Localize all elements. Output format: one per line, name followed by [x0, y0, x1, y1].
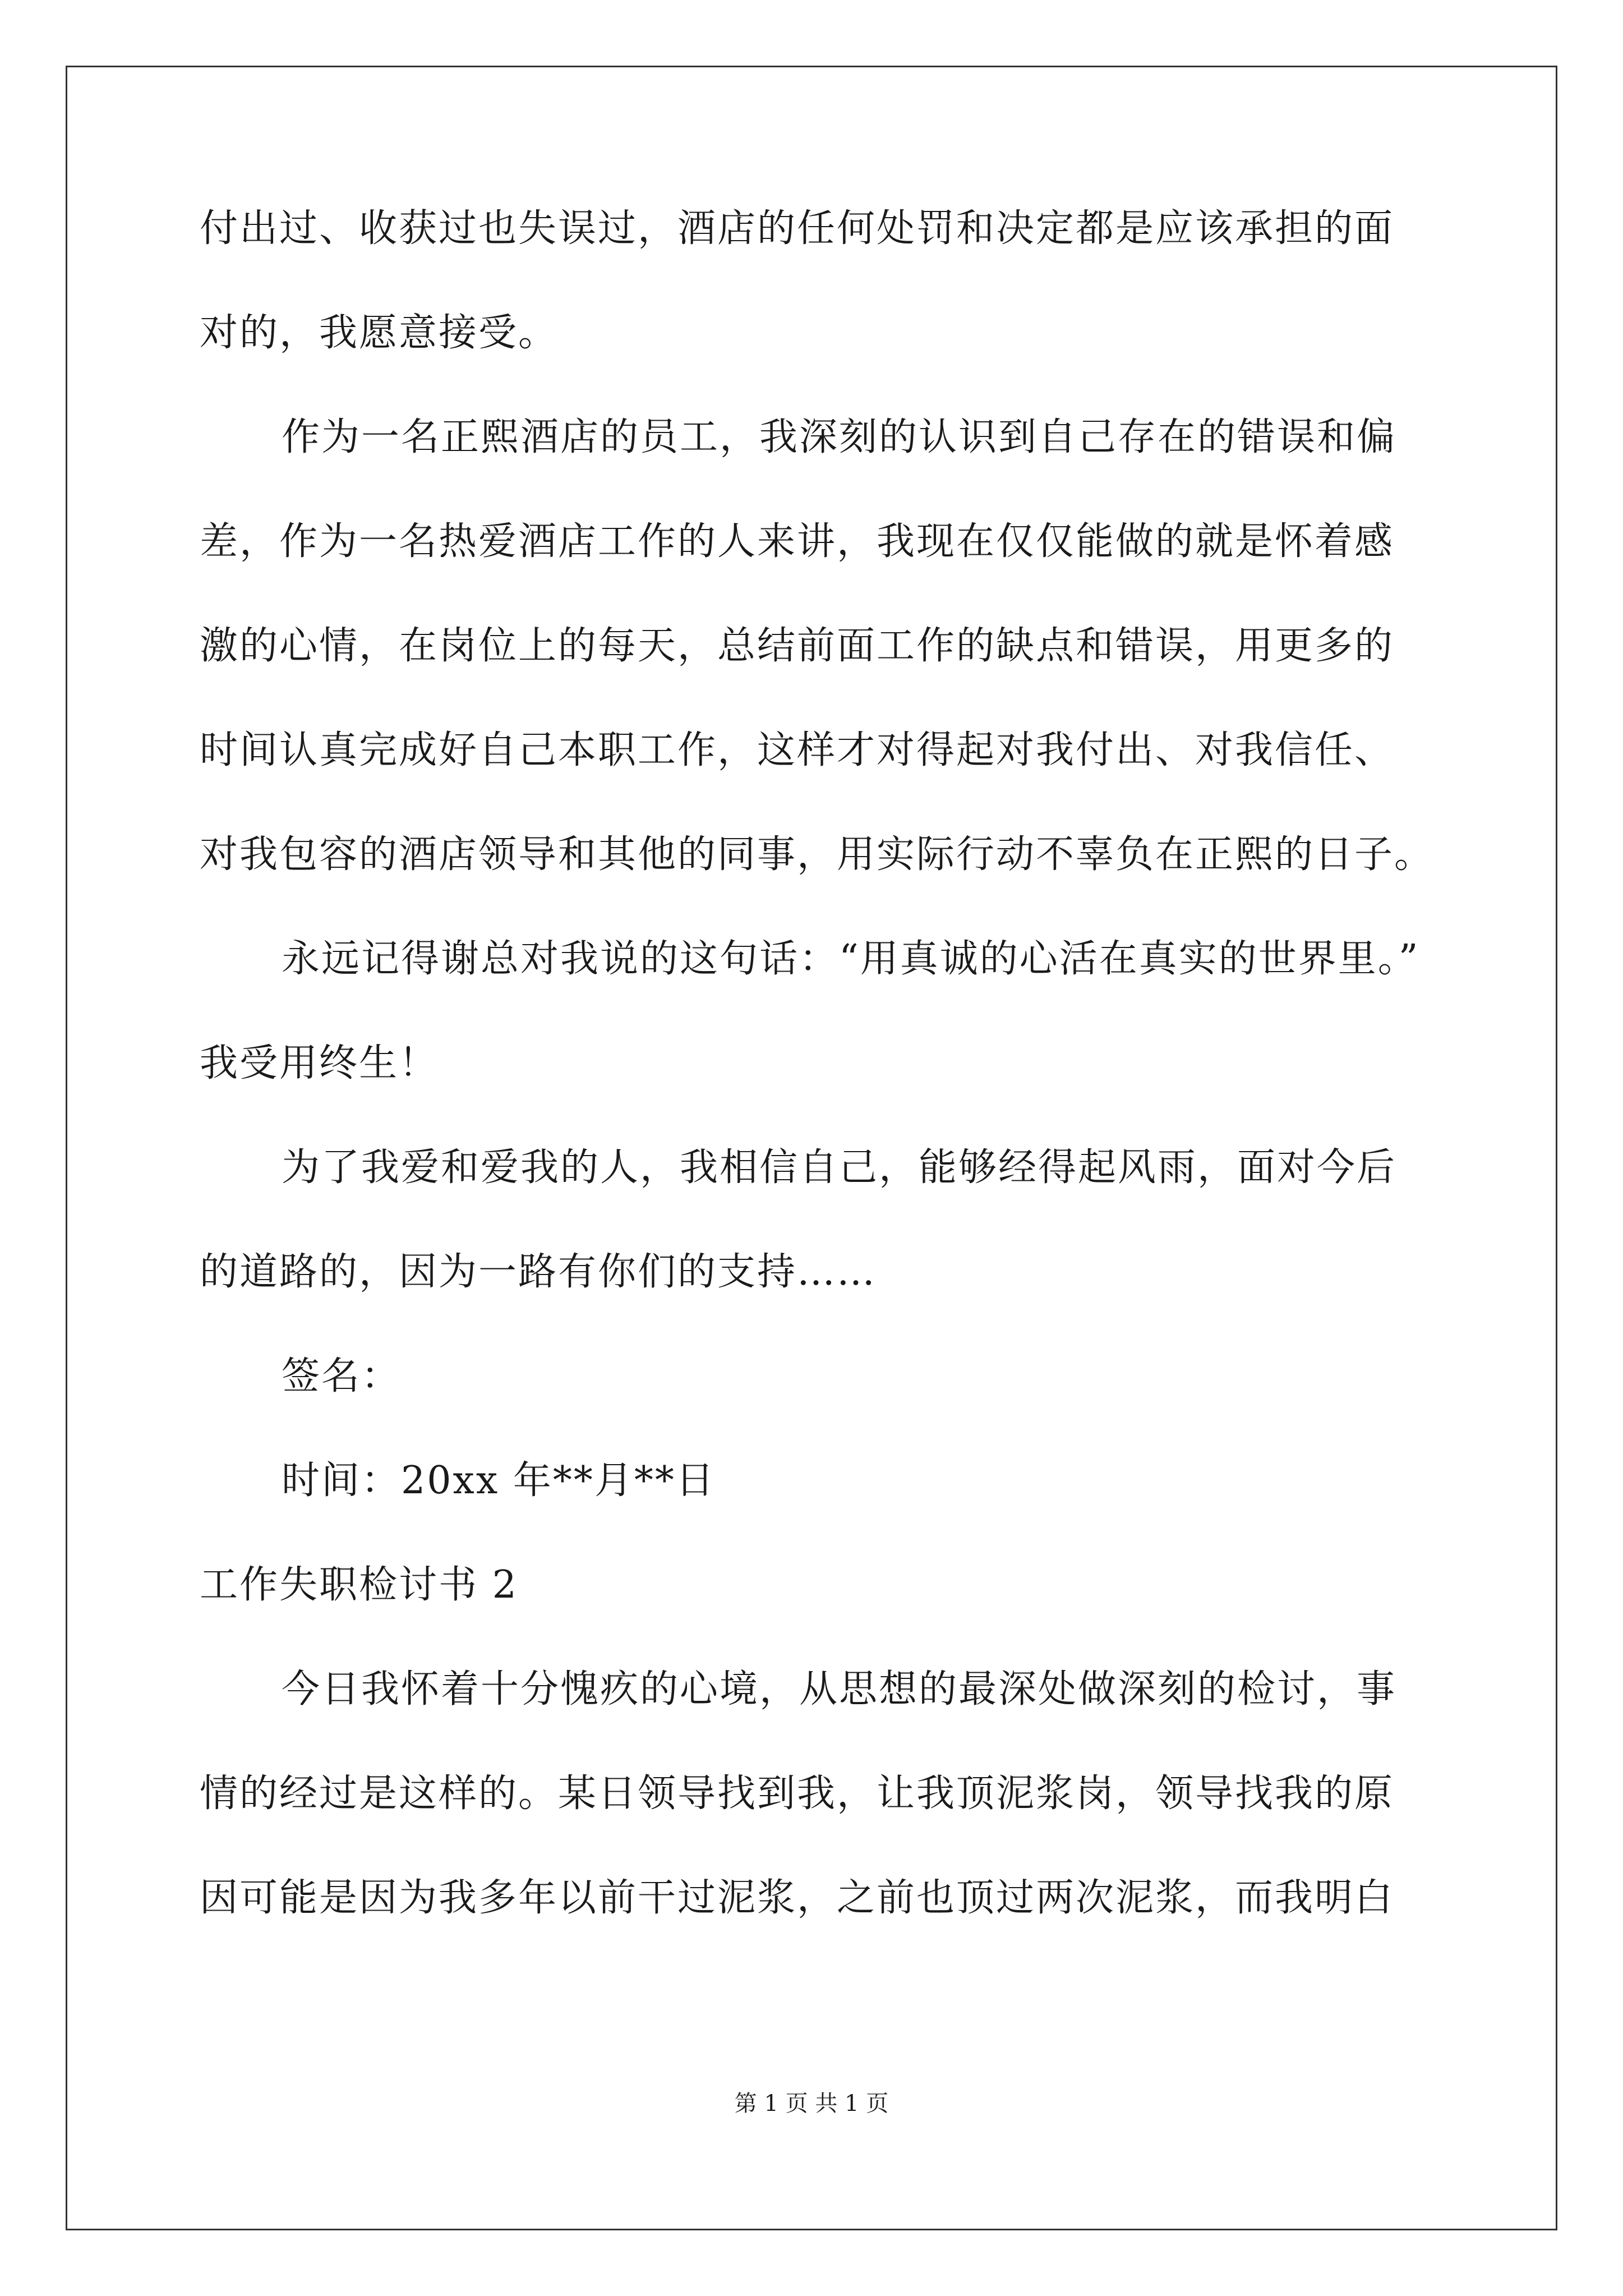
section-title: 工作失职检讨书 2	[200, 1563, 518, 1607]
paragraph-start: 今日我怀着十分愧疚的心境，从思想的最深处做深刻的检讨，事	[282, 1667, 1397, 1711]
text-line: 的道路的，因为一路有你们的支持……	[200, 1250, 877, 1294]
paragraph-start: 永远记得谢总对我说的这句话：“用真诚的心活在真实的世界里。”	[282, 937, 1420, 981]
paragraph-start: 为了我爱和爱我的人，我相信自己，能够经得起风雨，面对今后	[282, 1145, 1397, 1190]
paragraph-start: 作为一名正熙酒店的员工，我深刻的认识到自己存在的错误和偏	[282, 415, 1397, 459]
text-line: 激的心情，在岗位上的每天，总结前面工作的缺点和错误，用更多的	[200, 624, 1395, 668]
text-line: 对的，我愿意接受。	[200, 311, 559, 355]
text-line: 情的经过是这样的。某日领导找到我，让我顶泥浆岗，领导找我的原	[200, 1772, 1395, 1816]
text-line: 我受用终生！	[200, 1041, 439, 1085]
date-line: 时间：20xx 年**月**日	[282, 1458, 716, 1503]
page-number: 第 1 页 共 1 页	[734, 2091, 889, 2116]
text-line: 付出过、收获过也失误过，酒店的任何处罚和决定都是应该承担的面	[200, 206, 1395, 251]
text-line: 差，作为一名热爱酒店工作的人来讲，我现在仅仅能做的就是怀着感	[200, 519, 1395, 564]
text-line: 因可能是因为我多年以前干过泥浆，之前也顶过两次泥浆，而我明白	[200, 1876, 1395, 1920]
text-line: 对我包容的酒店领导和其他的同事，用实际行动不辜负在正熙的日子。	[200, 832, 1435, 877]
text-line: 时间认真完成好自己本职工作，这样才对得起对我付出、对我信任、	[200, 728, 1395, 772]
signature-label: 签名：	[282, 1354, 402, 1398]
